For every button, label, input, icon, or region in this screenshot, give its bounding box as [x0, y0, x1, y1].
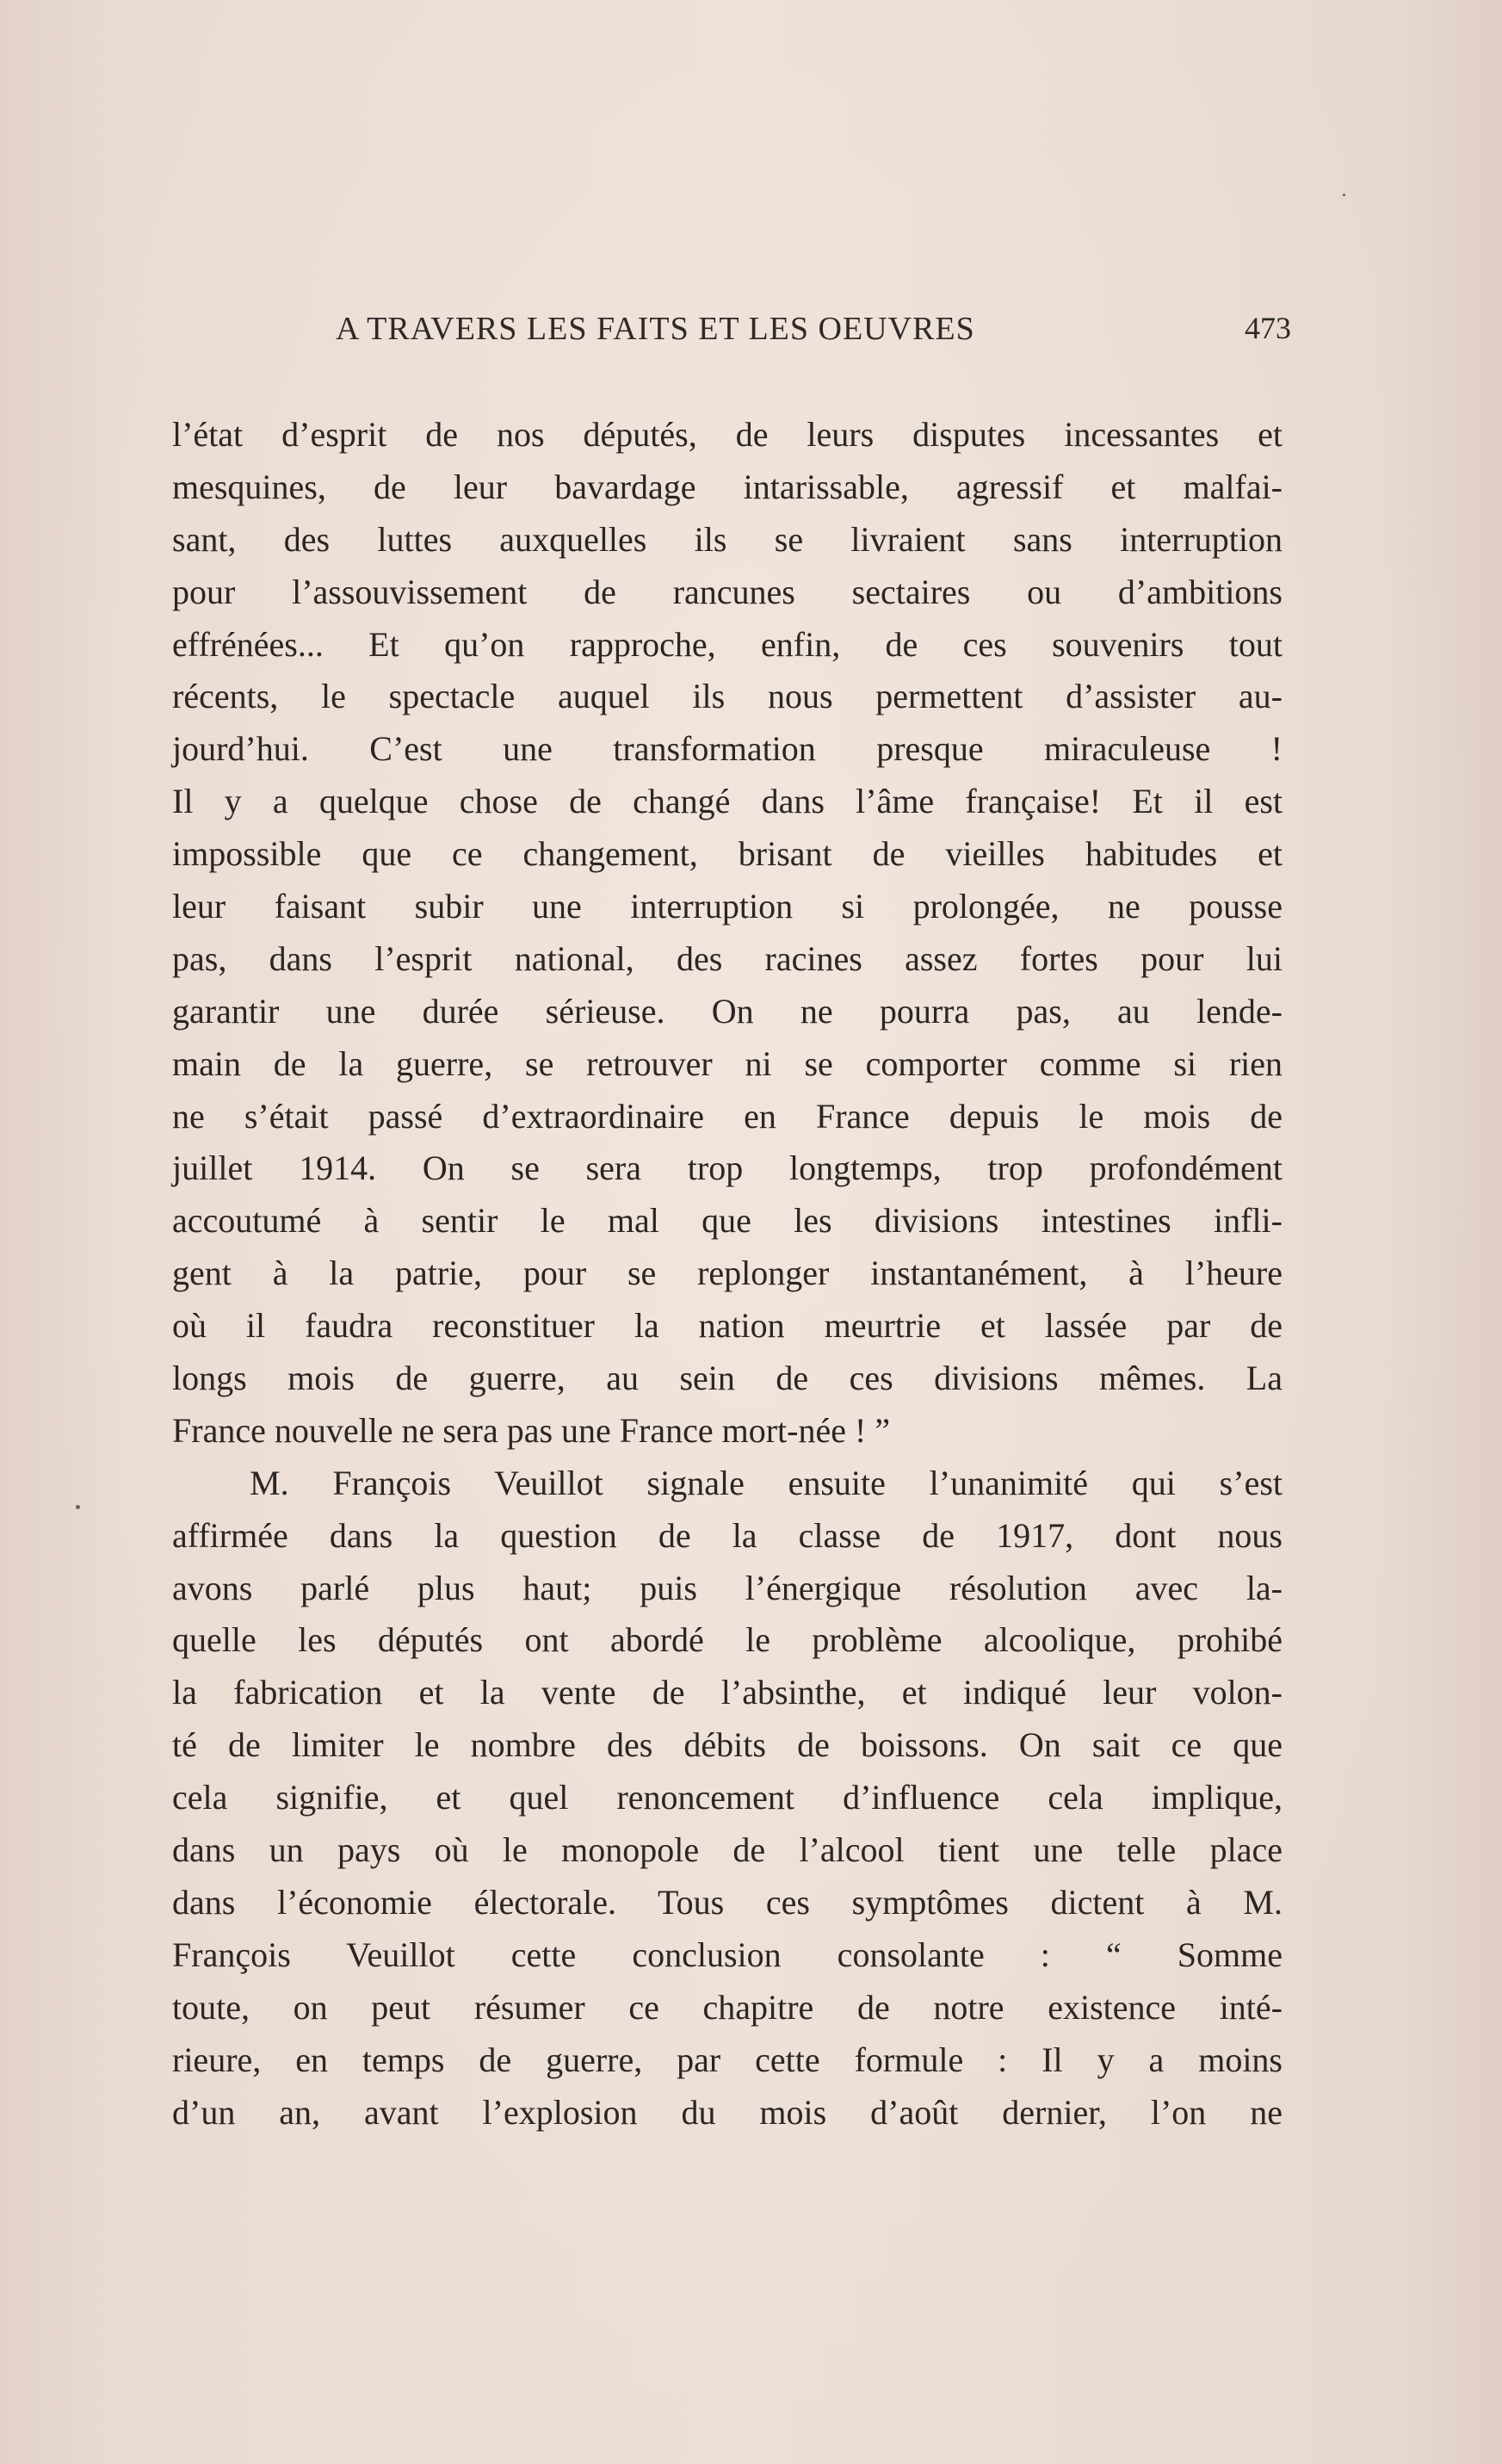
text-line: avons parlé plus haut; puis l’énergique résolution avec la- — [172, 1568, 1283, 1607]
text-line: leur faisant subir une interruption si prolongée, ne pousse — [172, 887, 1283, 926]
text-line: d’un an, avant l’explosion du mois d’août dernier, l’on ne — [172, 2092, 1283, 2132]
paragraph-end-line: France nouvelle ne sera pas une France mort-née ! ” — [172, 1410, 891, 1450]
text-line: dans l’économie électorale. Tous ces symptômes dictent à M. — [172, 1882, 1283, 1922]
page-number: 473 — [1245, 311, 1291, 345]
text-line: té de limiter le nombre des débits de boissons. On sait ce que — [172, 1725, 1283, 1765]
text-line: pour l’assouvissement de rancunes sectaires ou d’ambitions — [172, 572, 1283, 611]
text-line: longs mois de guerre, au sein de ces divisions mêmes. La — [172, 1359, 1283, 1398]
text-line: accoutumé à sentir le mal que les divisions intestines infli- — [172, 1201, 1283, 1241]
text-line: jourd’hui. C’est une transformation presque miraculeuse ! — [172, 729, 1283, 769]
text-line: gent à la patrie, pour se replonger instantanément, à l’heure — [172, 1254, 1283, 1293]
text-line: la fabrication et la vente de l’absinthe, et indiqué leur volon- — [172, 1673, 1283, 1712]
text-line: où il faudra reconstituer la nation meurtrie et lassée par de — [172, 1306, 1283, 1346]
text-line: cela signifie, et quel renoncement d’influence cela implique, — [172, 1778, 1283, 1817]
text-line: garantir une durée sérieuse. On ne pourra pas, au lende- — [172, 991, 1283, 1031]
text-line: affirmée dans la question de la classe de 1917, dont nous — [172, 1515, 1283, 1555]
text-line: ne s’était passé d’extraordinaire en France depuis le mois de — [172, 1096, 1283, 1136]
text-line: Il y a quelque chose de changé dans l’âme française! Et il est — [172, 782, 1283, 821]
text-line: rieure, en temps de guerre, par cette formule : Il y a moins — [172, 2040, 1283, 2079]
text-line: quelle les députés ont abordé le problème alcoolique, prohibé — [172, 1620, 1283, 1660]
text-line: pas, dans l’esprit national, des racines assez fortes pour lui — [172, 938, 1283, 978]
text-line: l’état d’esprit de nos députés, de leurs disputes incessantes et — [172, 415, 1283, 454]
text-line: juillet 1914. On se sera trop longtemps, trop profondément — [172, 1148, 1283, 1188]
paper-speck — [1343, 194, 1345, 196]
running-head — [172, 310, 1291, 353]
text-line: dans un pays où le monopole de l’alcool tient une telle place — [172, 1830, 1283, 1870]
text-line: François Veuillot cette conclusion consolante : “ Somme — [172, 1935, 1283, 1974]
paper-speck — [76, 1505, 80, 1509]
text-line: récents, le spectacle auquel ils nous permettent d’assister au- — [172, 677, 1283, 716]
paragraph-start-line: M. François Veuillot signale ensuite l’unanimité qui s’est — [250, 1463, 1283, 1502]
running-title: A TRAVERS LES FAITS ET LES OEUVRES — [336, 311, 975, 347]
text-line: impossible que ce changement, brisant de vieilles habitudes et — [172, 834, 1283, 874]
text-line: main de la guerre, se retrouver ni se comporter comme si rien — [172, 1043, 1283, 1083]
text-line: sant, des luttes auxquelles ils se livraient sans interruption — [172, 519, 1283, 559]
body-text — [172, 409, 1283, 2139]
text-line: mesquines, de leur bavardage intarissable, agressif et malfai- — [172, 467, 1283, 506]
text-line: toute, on peut résumer ce chapitre de notre existence inté- — [172, 1987, 1283, 2027]
text-line: effrénées... Et qu’on rapproche, enfin, de ces souvenirs tout — [172, 624, 1283, 664]
